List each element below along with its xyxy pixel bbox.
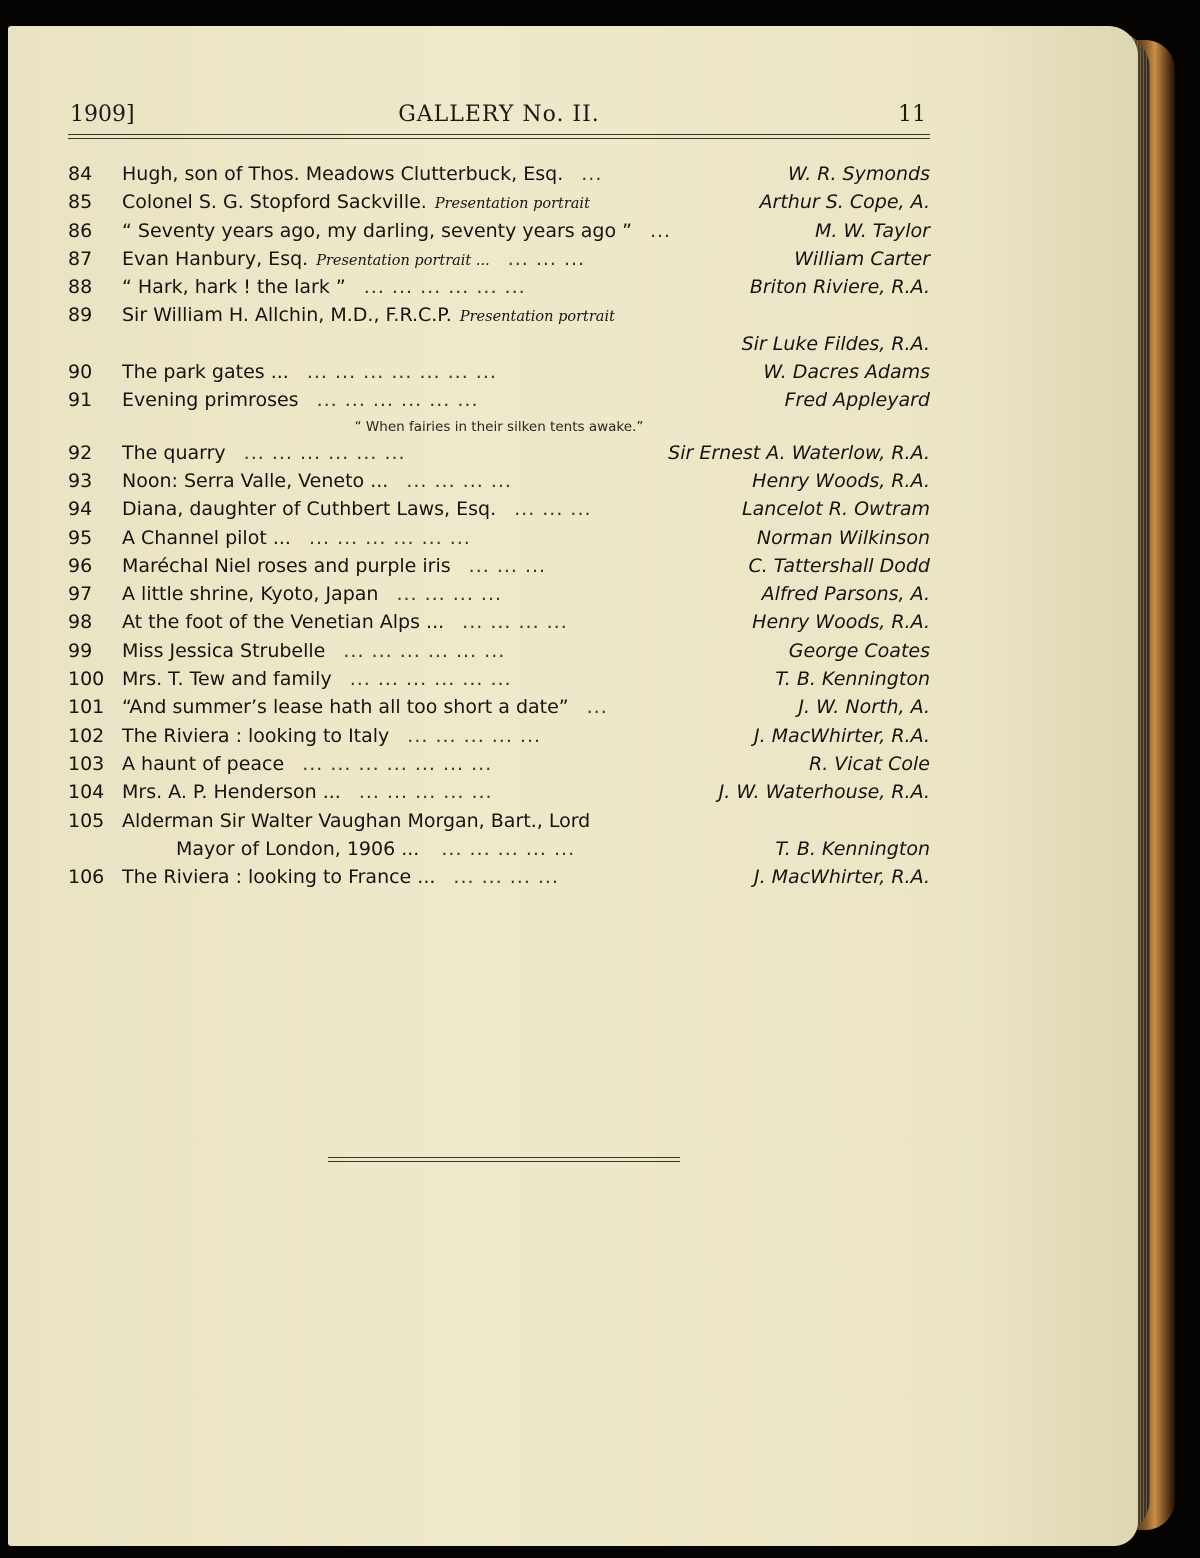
entry-leader-dots: ... ... ... ... — [406, 469, 512, 492]
entry-title: Evan Hanbury, Esq. — [122, 247, 309, 270]
entry-title: Maréchal Niel roses and purple iris — [122, 554, 451, 577]
entry-title: A Channel pilot ... — [122, 526, 291, 549]
entry-title: Mayor of London, 1906 ... — [176, 837, 420, 860]
entry-title: The Riviera : looking to France ... — [122, 866, 436, 889]
entry-title: “ Hark, hark ! the lark ” — [122, 276, 346, 299]
entry-note: Presentation portrait — [434, 196, 590, 213]
entry-artist: C. Tattershall Dodd — [748, 554, 930, 577]
entry-quotation: “ When fairies in their silken tents awake.” — [354, 418, 644, 435]
entry-artist: Alfred Parsons, A. — [761, 583, 930, 606]
entry-title: Miss Jessica Strubelle — [122, 639, 326, 662]
entry-number: 94 — [68, 498, 93, 521]
entry-leader-dots: ... ... ... — [507, 247, 586, 270]
entry-title-group — [122, 722, 541, 750]
entry-title-group — [122, 608, 568, 636]
catalogue-entry — [68, 608, 930, 636]
entry-leader-dots: ... — [586, 696, 608, 719]
entry-title: A little shrine, Kyoto, Japan — [122, 583, 379, 606]
entry-continuation — [68, 330, 930, 358]
entry-title-group — [122, 188, 590, 218]
entry-artist: Henry Woods, R.A. — [752, 469, 930, 492]
entry-artist: Arthur S. Cope, A. — [759, 191, 930, 214]
entry-note: Presentation portrait — [459, 309, 615, 326]
entry-leader-dots: ... ... ... ... — [396, 583, 503, 606]
catalogue-entry — [68, 863, 930, 891]
header-year: 1909] — [70, 102, 135, 127]
entry-artist: W. R. Symonds — [787, 163, 930, 185]
entry-leader-dots: ... — [649, 219, 672, 242]
entry-leader-dots: ... ... ... — [468, 554, 547, 577]
catalogue-entry — [68, 217, 930, 245]
entry-title: Noon: Serra Valle, Veneto ... — [122, 469, 389, 492]
entry-artist: Fred Appleyard — [784, 389, 930, 412]
entry-leader-dots: ... — [581, 163, 603, 185]
catalogue-entry — [68, 495, 930, 523]
entry-title-group — [122, 693, 608, 721]
entry-number: 95 — [68, 526, 93, 549]
catalogue-entry — [68, 580, 930, 608]
catalogue-entry — [68, 245, 930, 273]
entry-title: At the foot of the Venetian Alps ... — [122, 611, 445, 634]
book-page — [8, 26, 1138, 1546]
entry-number: 103 — [68, 752, 105, 775]
entry-title-group — [122, 807, 590, 835]
entry-number: 99 — [68, 639, 93, 662]
entry-number: 100 — [68, 668, 105, 691]
entry-title-group — [122, 524, 471, 552]
entry-leader-dots: ... ... ... ... ... — [407, 724, 542, 747]
entry-title-group — [122, 467, 512, 495]
entry-number: 105 — [68, 809, 105, 832]
entry-leader-dots: ... ... ... ... ... ... — [343, 639, 506, 662]
entry-artist: George Coates — [788, 639, 930, 662]
entry-number: 91 — [68, 389, 93, 412]
entry-title-group — [122, 160, 602, 188]
catalogue-entry — [68, 439, 930, 467]
catalogue-entry — [68, 386, 930, 414]
catalogue-entry — [68, 301, 930, 329]
entry-title-group — [122, 358, 497, 386]
entry-title: Colonel S. G. Stopford Sackville. — [122, 191, 427, 214]
entry-number: 88 — [68, 276, 93, 299]
entry-artist: Sir Ernest A. Waterlow, R.A. — [668, 441, 930, 464]
entry-title-group — [122, 863, 559, 891]
header-page-number: 11 — [898, 102, 926, 127]
entry-number: 86 — [68, 219, 93, 242]
catalogue-entry — [68, 807, 930, 835]
entry-number: 101 — [68, 696, 105, 719]
entry-artist: Lancelot R. Owtram — [742, 498, 930, 521]
entry-number: 85 — [68, 191, 93, 214]
entry-note: Presentation portrait ... — [316, 252, 490, 269]
entry-title-group — [122, 217, 671, 245]
entry-title-group — [122, 637, 505, 665]
entry-title-group — [122, 778, 493, 806]
entry-number: 89 — [68, 304, 93, 327]
entry-title: Sir William H. Allchin, M.D., F.R.C.P. — [122, 304, 452, 327]
entry-number: 97 — [68, 583, 93, 606]
catalogue-entry — [68, 722, 930, 750]
entry-artist: J. W. Waterhouse, R.A. — [718, 781, 930, 804]
catalogue-entry — [68, 467, 930, 495]
entry-title: “And summer’s lease hath all too short a date” — [122, 696, 569, 719]
entry-title: Mrs. T. Tew and family — [122, 668, 332, 691]
entry-number: 84 — [68, 163, 93, 185]
entry-title-group — [122, 750, 492, 778]
entry-number: 92 — [68, 441, 93, 464]
catalogue-entry — [68, 188, 930, 216]
entry-leader-dots: ... ... ... ... — [453, 866, 560, 889]
entry-number: 104 — [68, 781, 105, 804]
entry-number: 90 — [68, 361, 93, 384]
entry-number: 98 — [68, 611, 93, 634]
entry-number: 106 — [68, 866, 105, 889]
entry-leader-dots: ... ... ... — [514, 498, 592, 521]
entry-title: “ Seventy years ago, my darling, seventy years ago ” — [122, 219, 632, 242]
entry-artist: J. MacWhirter, R.A. — [753, 866, 930, 889]
entry-title-group — [122, 386, 479, 414]
entry-number: 93 — [68, 469, 93, 492]
entry-title-group — [122, 245, 585, 275]
catalogue-list — [68, 160, 930, 891]
header-rule — [68, 134, 930, 139]
catalogue-entry — [68, 778, 930, 806]
entry-leader-dots: ... ... ... ... — [462, 611, 568, 634]
header-gallery: GALLERY No. II. — [398, 102, 600, 127]
entry-artist: Sir Luke Fildes, R.A. — [741, 332, 930, 355]
catalogue-entry — [68, 637, 930, 665]
catalogue-entry — [68, 693, 930, 721]
entry-title-group — [122, 552, 546, 580]
entry-title-group — [122, 273, 526, 301]
entry-title-group — [176, 835, 575, 863]
entry-artist: J. MacWhirter, R.A. — [753, 724, 930, 747]
entry-title: Mrs. A. P. Henderson ... — [122, 781, 341, 804]
entry-continuation — [68, 835, 930, 863]
entry-artist: J. W. North, A. — [798, 696, 930, 719]
entry-artist: William Carter — [794, 247, 930, 270]
entry-title: The Riviera : looking to Italy — [122, 724, 390, 747]
entry-title: The quarry — [122, 441, 226, 464]
entry-leader-dots: ... ... ... ... ... ... — [363, 276, 526, 299]
entry-artist: T. B. Kennington — [775, 668, 930, 691]
entry-title-group — [122, 439, 406, 467]
entry-artist: Norman Wilkinson — [756, 526, 930, 549]
entry-number: 102 — [68, 724, 105, 747]
catalogue-entry — [68, 273, 930, 301]
entry-leader-dots: ... ... ... ... ... ... ... — [302, 752, 493, 775]
entry-title: Alderman Sir Walter Vaughan Morgan, Bart., Lord — [122, 809, 591, 832]
entry-number: 96 — [68, 554, 93, 577]
entry-title-group — [122, 495, 592, 523]
entry-artist: Briton Riviere, R.A. — [749, 276, 930, 299]
end-rule — [328, 1157, 680, 1162]
entry-leader-dots: ... ... ... ... ... ... — [349, 668, 512, 691]
entry-leader-dots: ... ... ... ... ... ... ... — [306, 361, 497, 384]
entry-title-group — [122, 580, 502, 608]
entry-number: 87 — [68, 247, 93, 270]
entry-leader-dots: ... ... ... ... ... ... — [308, 526, 471, 549]
catalogue-entry — [68, 358, 930, 386]
entry-title: Evening primroses — [122, 389, 299, 412]
entry-title-group — [122, 301, 615, 331]
entry-leader-dots: ... ... ... ... ... — [358, 781, 493, 804]
entry-title: The park gates ... — [122, 361, 289, 384]
catalogue-entry — [68, 665, 930, 693]
entry-artist: T. B. Kennington — [775, 837, 930, 860]
catalogue-entry — [68, 552, 930, 580]
entry-title: Hugh, son of Thos. Meadows Clutterbuck, Esq. — [122, 163, 564, 185]
entry-artist: W. Dacres Adams — [763, 361, 930, 384]
entry-leader-dots: ... ... ... ... ... ... — [316, 389, 479, 412]
running-header — [68, 102, 930, 134]
entry-title: Diana, daughter of Cuthbert Laws, Esq. — [122, 498, 497, 521]
catalogue-entry — [68, 524, 930, 552]
catalogue-entry — [68, 160, 930, 188]
entry-artist: Henry Woods, R.A. — [752, 611, 930, 634]
entry-title-group — [122, 665, 512, 693]
entry-leader-dots: ... ... ... ... ... ... — [243, 441, 406, 464]
entry-artist: M. W. Taylor — [814, 219, 930, 242]
catalogue-entry — [68, 750, 930, 778]
entry-artist: R. Vicat Cole — [809, 752, 930, 775]
entry-title: A haunt of peace — [122, 752, 285, 775]
entry-leader-dots: ... ... ... ... ... — [441, 837, 576, 860]
